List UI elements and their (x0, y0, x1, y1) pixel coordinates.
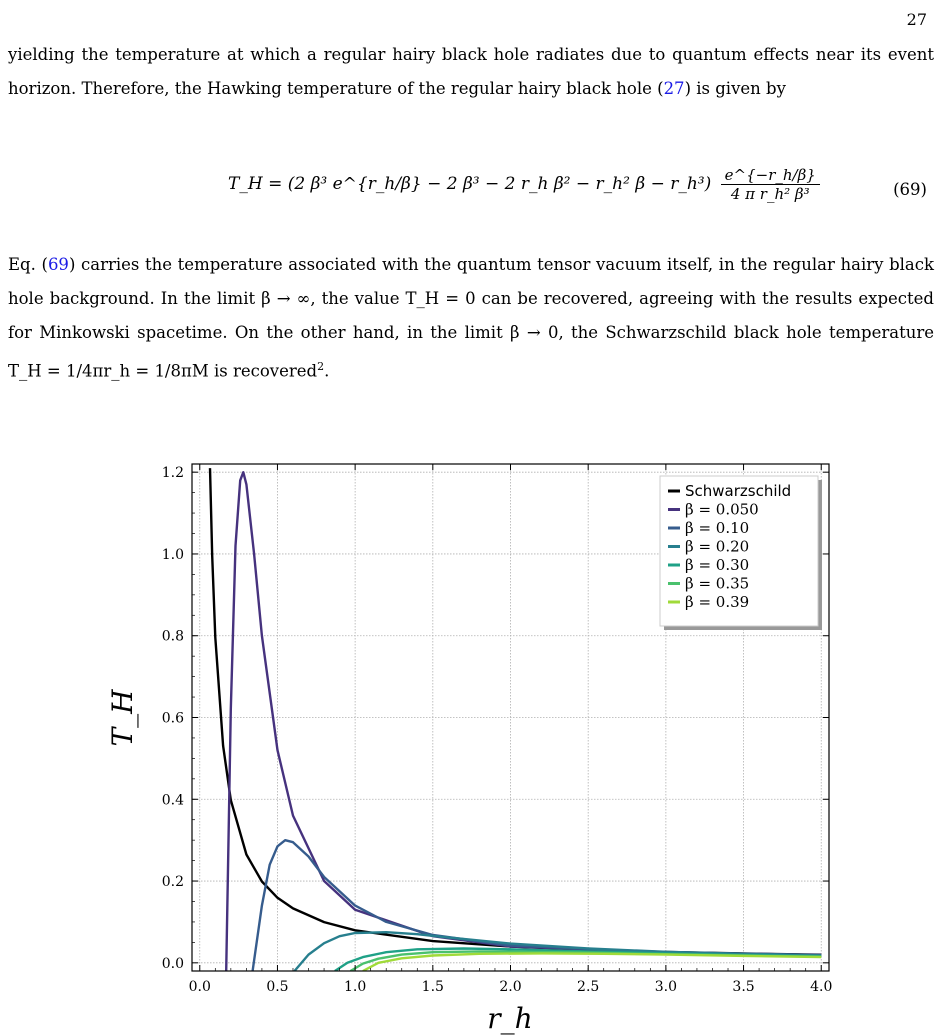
x-tick-label: 2.0 (499, 979, 522, 995)
x-tick-label: 3.5 (732, 979, 755, 995)
x-tick-label: 3.0 (654, 979, 677, 995)
y-axis-label: T_H (106, 689, 139, 747)
equation-69 (0, 160, 945, 224)
equation-ref-27[interactable]: 27 (663, 79, 685, 98)
equation-lhs: T_H = (228, 174, 288, 194)
equation-denominator: 4 π r_h² β³ (730, 185, 810, 203)
legend-label-2: β = 0.10 (685, 519, 750, 537)
x-tick-label: 0.5 (266, 979, 289, 995)
y-tick-label: 0.2 (161, 874, 184, 891)
y-tick-label: 0.8 (161, 628, 184, 645)
x-tick-label: 2.5 (577, 979, 600, 995)
paragraph-1-text-a: yielding the temperature at which a regular hairy black hole radiates due to quantum effects near its event horizon. Therefore, the Hawking temperature of the regular hairy black hole ( (8, 45, 934, 98)
equation-ref-69[interactable]: 69 (47, 255, 69, 274)
legend-label-4: β = 0.30 (685, 556, 750, 574)
paragraph-2-text-a: Eq. ( (8, 255, 48, 274)
legend-label-6: β = 0.39 (685, 593, 750, 611)
paragraph-2 (8, 248, 934, 389)
legend-label-0: Schwarzschild (685, 482, 792, 500)
legend-label-3: β = 0.20 (685, 537, 750, 556)
y-tick-label: 1.0 (161, 546, 184, 563)
x-axis-label: r_h (487, 1002, 533, 1035)
page-number: 27 (906, 10, 927, 29)
legend (660, 476, 822, 630)
equation-fraction (721, 166, 820, 203)
paragraph-1-text-b: ) is given by (684, 79, 786, 98)
paragraph-1 (8, 38, 934, 106)
equation-bracket: (2 β³ e^{r_h/β} − 2 β³ − 2 r_h β² − r_h² β − r_h³) (287, 174, 712, 194)
x-tick-label: 1.0 (344, 979, 367, 995)
equation-numerator: e^{−r_h/β} (721, 166, 820, 185)
footnote-marker[interactable]: 2 (317, 360, 325, 373)
y-tick-label: 0.6 (161, 710, 184, 727)
equation-number: (69) (893, 180, 927, 199)
paragraph-2-text-b: ) carries the temperature associated with the quantum tensor vacuum itself, in the regular hairy black hole background. In the limit β → ∞, the value T_H = 0 can be recovered, agreeing with the results expected for Minkowski spacetime. On the other hand, in the limit β → 0, the Schwarzschild black hole temperature T_H = 1/4πr_h = 1/8πM is recovered (8, 255, 934, 381)
y-tick-label: 1.2 (161, 465, 184, 482)
hawking-temperature-chart (100, 448, 840, 1035)
y-tick-label: 0.0 (161, 955, 184, 972)
legend-label-1: β = 0.050 (685, 500, 759, 519)
x-tick-label: 4.0 (810, 979, 833, 995)
x-tick-label: 0.0 (188, 979, 211, 995)
y-tick-label: 0.4 (161, 792, 184, 809)
paragraph-2-text-c: . (324, 361, 330, 381)
x-tick-label: 1.5 (421, 979, 444, 995)
legend-label-5: β = 0.35 (685, 574, 750, 593)
